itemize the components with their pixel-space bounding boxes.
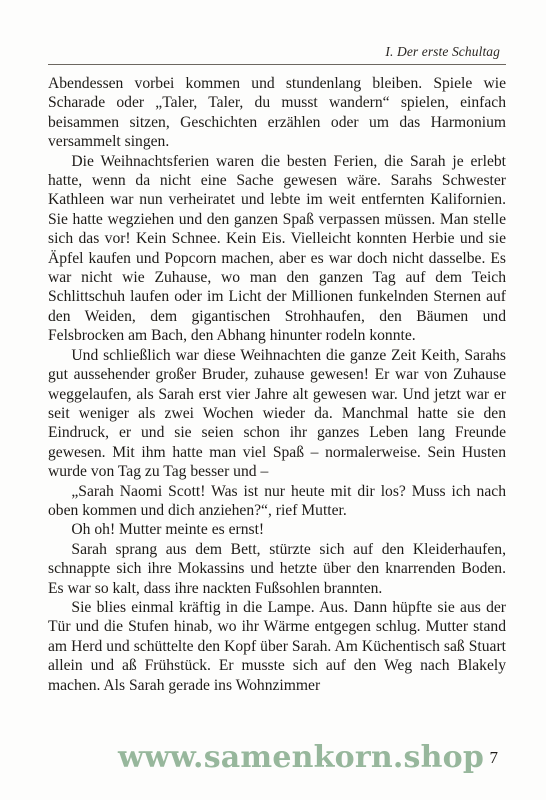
watermark: www.samenkorn.shop — [118, 740, 485, 775]
paragraph: Und schließlich war diese Weihnachten die ganze Zeit Keith, Sarahs gut aussehender großer Bruder, zuhause gewesen! Er war von Zuhause weggelaufen, als Sarah erst vier Jahre alt gewesen war. Und jetzt war er seit weniger als zwei Wochen wieder da. Manchmal hatte sie den Eindruck, er und sie seien schon ihr ganzes Leben lang Freunde gewesen. Mit ihm hatte man viel Spaß – normalerweise. Sein Husten wurde von Tag zu Tag besser und – — [48, 346, 506, 481]
page-number: 7 — [489, 748, 498, 767]
paragraph: Abendessen vorbei kommen und stundenlang bleiben. Spiele wie Scharade oder „Taler, Taler, du musst wandern“ spielen, einfach beisammen sitzen, Geschichten erzählen oder um das Harmonium versammelt singen. — [48, 75, 506, 151]
paragraph: Sie blies einmal kräftig in die Lampe. Aus. Dann hüpfte sie aus der Tür und die Stufen hinab, wo ihr Wärme entgegen schlug. Mutter stand am Herd und schüttelte den Kopf über Sarah. Am Küchentisch saß Stuart allein und aß Frühstück. Er musste sich auf den Weg nach Blakely machen. Als Sarah gerade ins Wohnzimmer — [48, 598, 506, 694]
body-text — [48, 74, 506, 695]
paragraph: Sarah sprang aus dem Bett, stürzte sich auf den Kleiderhaufen, schnappte sich ihre Mokassins und hetzte über den knarrenden Boden. Es war so kalt, dass ihre nackten Fußsohlen brannten. — [48, 540, 506, 597]
running-head: I. Der erste Schultag — [385, 44, 500, 59]
paragraph: Oh oh! Mutter meinte es ernst! — [71, 521, 265, 539]
header-rule — [48, 64, 506, 65]
paragraph: Die Weihnachtsferien waren die besten Ferien, die Sarah je erlebt hatte, wenn da nicht eine Sache gewesen wäre. Sarahs Schwester Kathleen war nun verheiratet und lebte im weit entfernten Kalifornien. Sie hatte wegziehen und den ganzen Spaß verpassen müssen. Man stelle sich das vor! Kein Schnee. Kein Eis. Vielleicht konnten Herbie und sie Äpfel kaufen und Popcorn machen, aber es war doch nicht dasselbe. Es war nicht wie Zuhause, wo man den ganzen Tag auf dem Teich Schlittschuh laufen oder im Licht der Millionen funkelnden Sternen auf den Weiden, dem gigantischen Strohhaufen, den Bäumen und Felsbrocken am Bach, den Abhang hinunter rodeln konnte. — [48, 152, 506, 345]
paragraph: „Sarah Naomi Scott! Was ist nur heute mit dir los? Muss ich nach oben kommen und dich anziehen?“, rief Mutter. — [48, 482, 506, 519]
